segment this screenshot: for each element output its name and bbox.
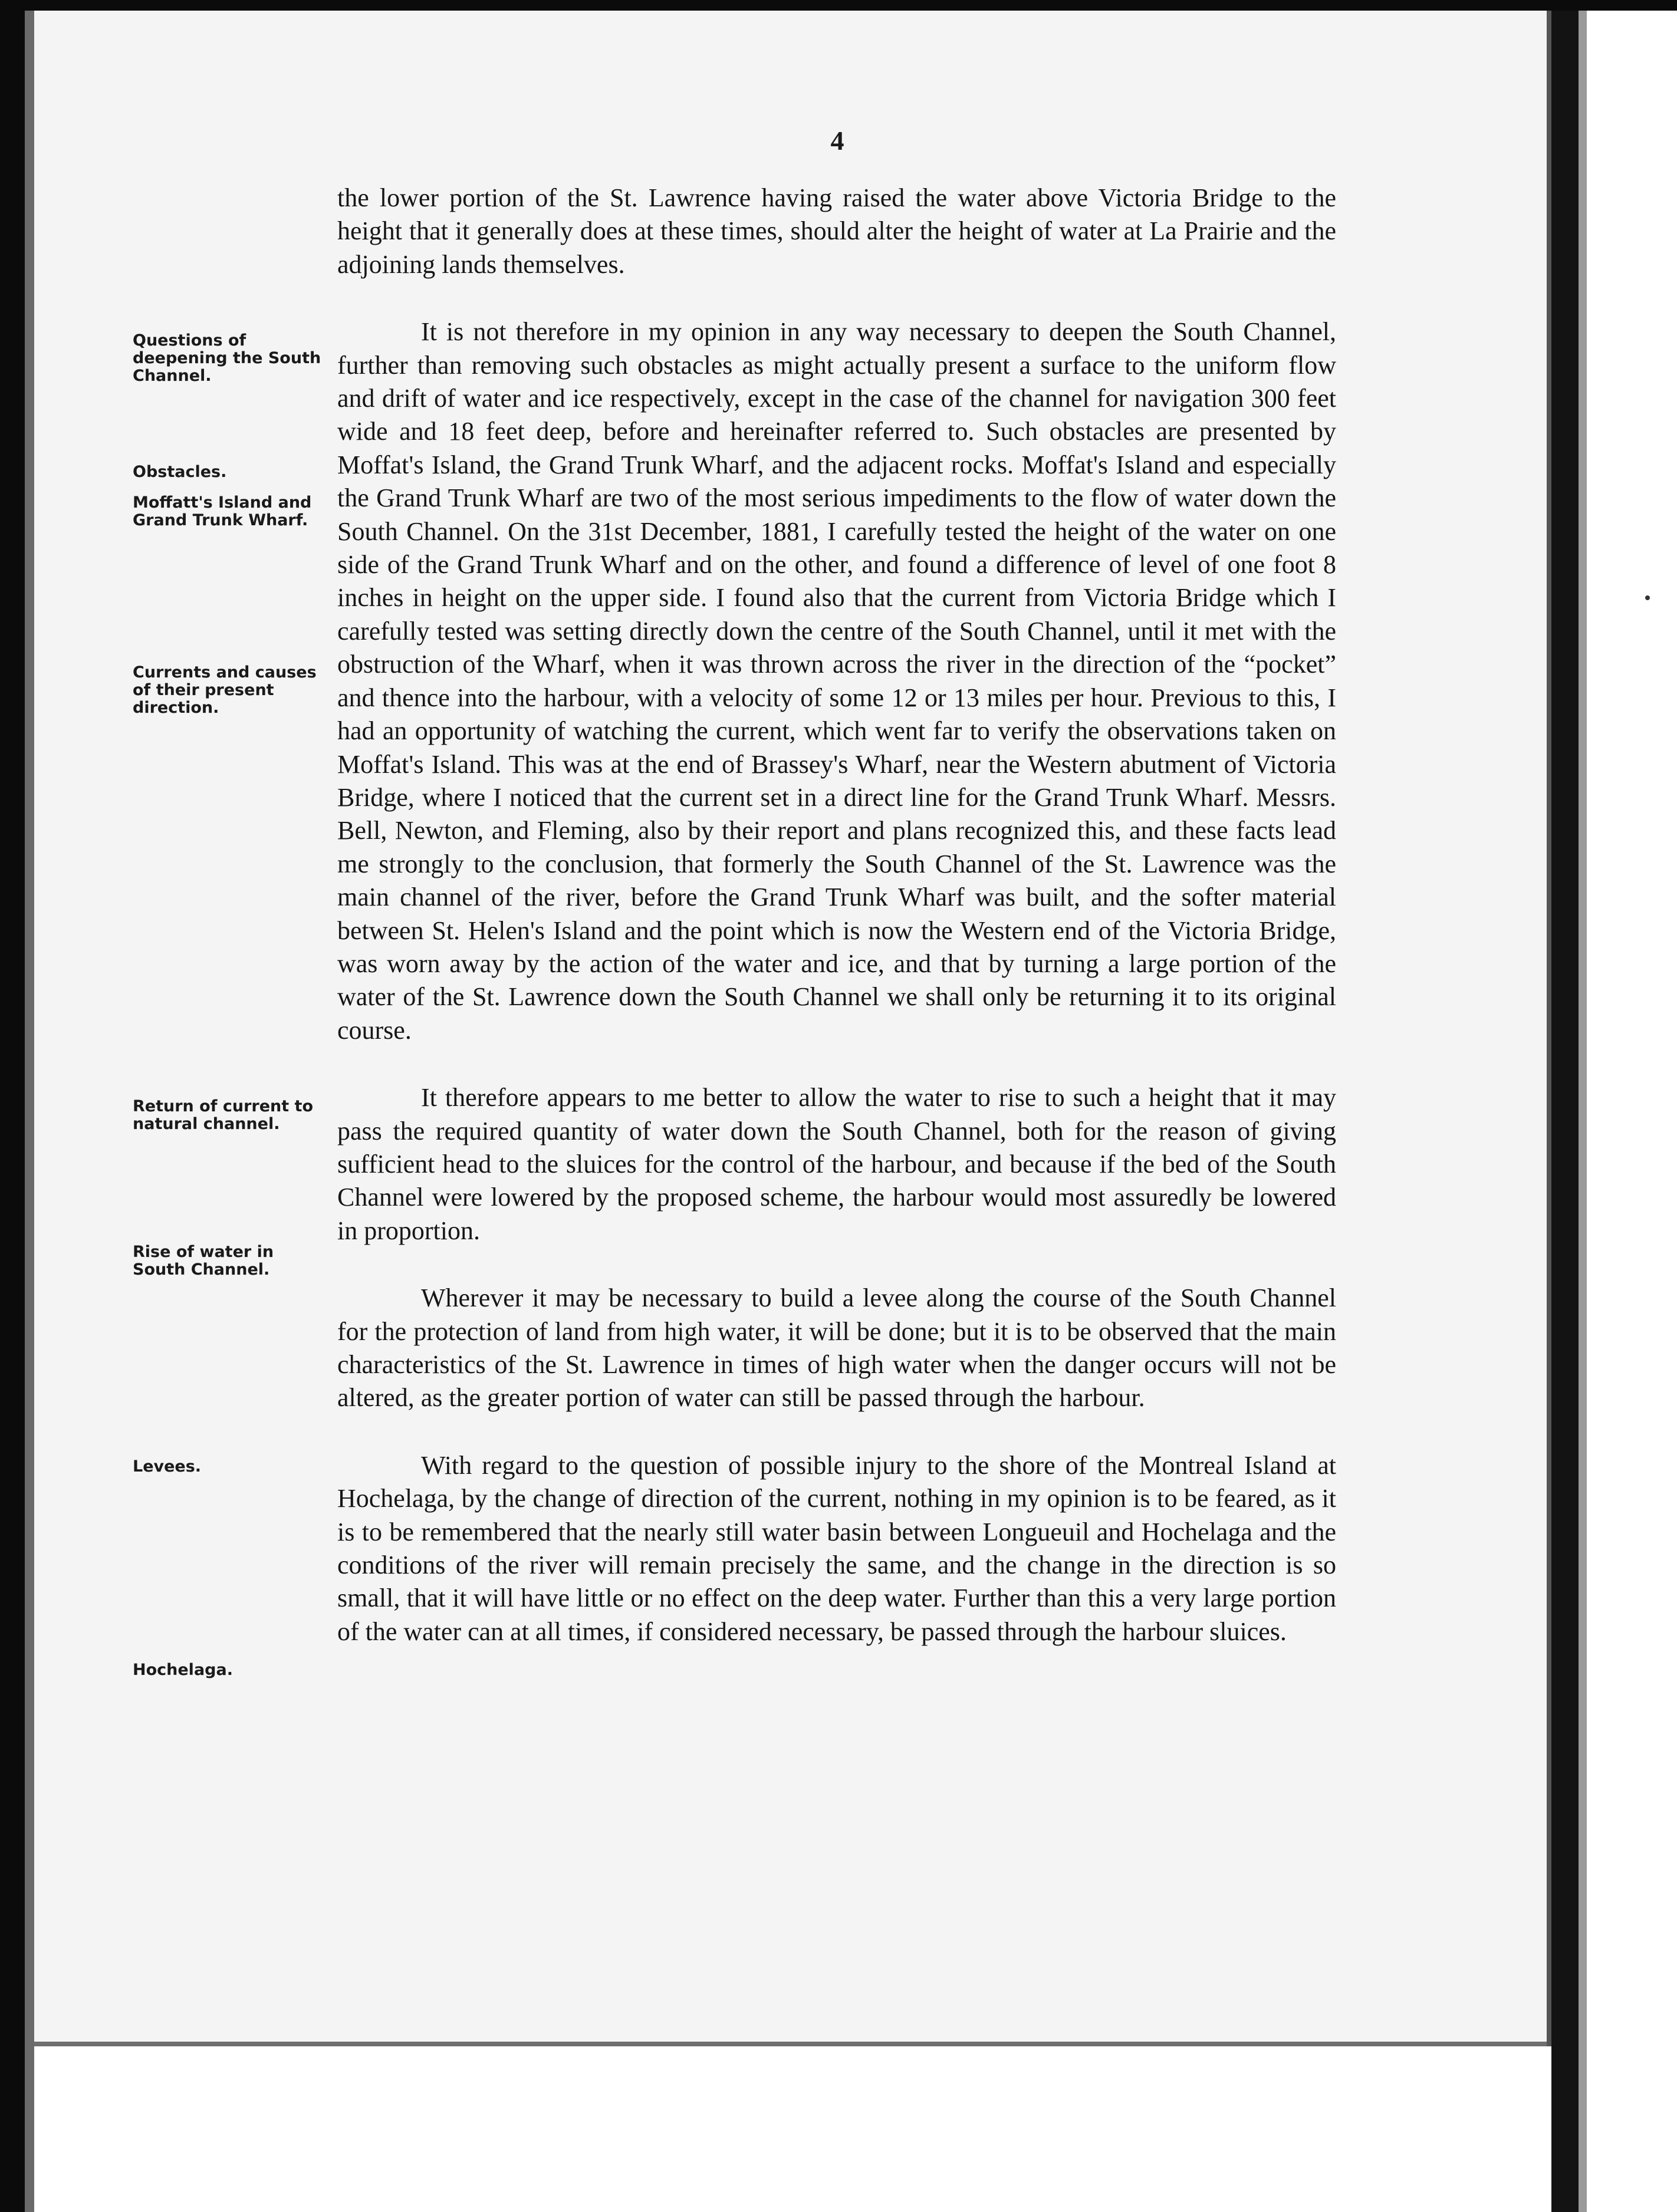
- margin-note-moffatts-island: Moffatt's Island and Grand Trunk Wharf.: [133, 493, 312, 529]
- margin-note-obstacles: Obstacles.: [133, 463, 227, 481]
- scan-border-shadow: [25, 11, 34, 2212]
- scan-border-left: [0, 0, 25, 2212]
- book-spine: [1551, 11, 1579, 2212]
- scan-speck: [1645, 595, 1650, 600]
- page-number: 4: [830, 126, 844, 156]
- margin-note-levees: Levees.: [133, 1457, 202, 1476]
- body-text: [337, 182, 1336, 1648]
- paragraph-hochelaga: With regard to the question of possible injury to the shore of the Montreal Island at Hochelaga, by the change of direction of the current, nothing in my opinion is to be feared, as it is to be remembered that the nearly still water basin between Longueuil and Hochelaga and the conditions of the river will remain precisely the same, and the change in the direction is so small, that it will have little or no effect on the deep water. Further than this a very large portion of the water can at all times, if considered necessary, be passed through the harbour sluices.: [337, 1450, 1336, 1646]
- margin-note-deepening: Questions of deepening the South Channel.: [133, 331, 321, 385]
- scan-border-top: [0, 0, 1677, 11]
- paragraph-south-channel: It is not therefore in my opinion in any way necessary to deepen the South Channel, further than removing such obstacles as might actually present a surface to the uniform flow and drift of water and ice respectively, except in the case of the channel for navigation 300 feet wide and 18 feet deep, before and hereinafter referred to. Such obstacles are presented by Moffat's Island, the Grand Trunk Wharf, and the adjacent rocks. Moffat's Island and especially the Grand Trunk Wharf are two of the most serious impediments to the flow of water down the South Channel. On the 31st December, 1881, I carefully tested the height of the water on one side of the Grand Trunk Wharf and on the other, and found a difference of level of one foot 8 inches in height on the upper side. I found also that the current from Victoria Bridge which I carefully tested was setting directly down the centre of the South Channel, until it met with the obstruction of the Wharf, when it was thrown across the river in the direction of the “pocket” and thence into the harbour, with a velocity of some 12 or 13 miles per hour. Previous to this, I had an opportunity of watching the current, which went far to verify the observations taken on Moffat's Island. This was at the end of Brassey's Wharf, near the Western abutment of Victoria Bridge, where I noticed that the current set in a direct line for the Grand Trunk Wharf. Messrs. Bell, Newton, and Fleming, also by their report and plans recognized this, and these facts lead me strongly to the conclusion, that formerly the South Channel of the St. Lawrence was the main channel of the river, before the Grand Trunk Wharf was built, and the softer material between St. Helen's Island and the point which is now the Western end of the Victoria Bridge, was worn away by the action of the water and ice, and that by turning a large portion of the water of the St. Lawrence down the South Channel we shall only be returning it to its original course.: [337, 317, 1336, 1045]
- page-edge-bottom: [34, 2042, 1547, 2046]
- margin-note-currents: Currents and causes of their present direction.: [133, 663, 317, 717]
- paragraph-continuation: the lower portion of the St. Lawrence having raised the water above Victoria Bridge to the height that it generally does at these times, should alter the height of water at La Prairie and the adjoining lands themselves.: [337, 183, 1336, 279]
- margin-note-hochelaga: Hochelaga.: [133, 1661, 233, 1679]
- paragraph-water-rise: It therefore appears to me better to allow the water to rise to such a height that it may pass the required quantity of water down the South Channel, both for the reason of giving sufficient head to the sluices for the control of the harbour, and because if the bed of the South Channel were lowered by the proposed scheme, the harbour would most assuredly be lowered in proportion.: [337, 1083, 1336, 1245]
- margin-note-rise-of-water: Rise of water in South Channel.: [133, 1243, 274, 1279]
- paragraph-levees: Wherever it may be necessary to build a levee along the course of the South Channel for the protection of land from high water, it will be done; but it is to be observed that the main characteristics of the St. Lawrence in times of high water when the danger occurs will not be altered, as the greater portion of water can still be passed through the harbour.: [337, 1283, 1336, 1413]
- margin-note-return-of-current: Return of current to natural channel.: [133, 1097, 314, 1133]
- page-edge-right: [1547, 11, 1551, 2046]
- book-spine-shadow: [1579, 11, 1587, 2212]
